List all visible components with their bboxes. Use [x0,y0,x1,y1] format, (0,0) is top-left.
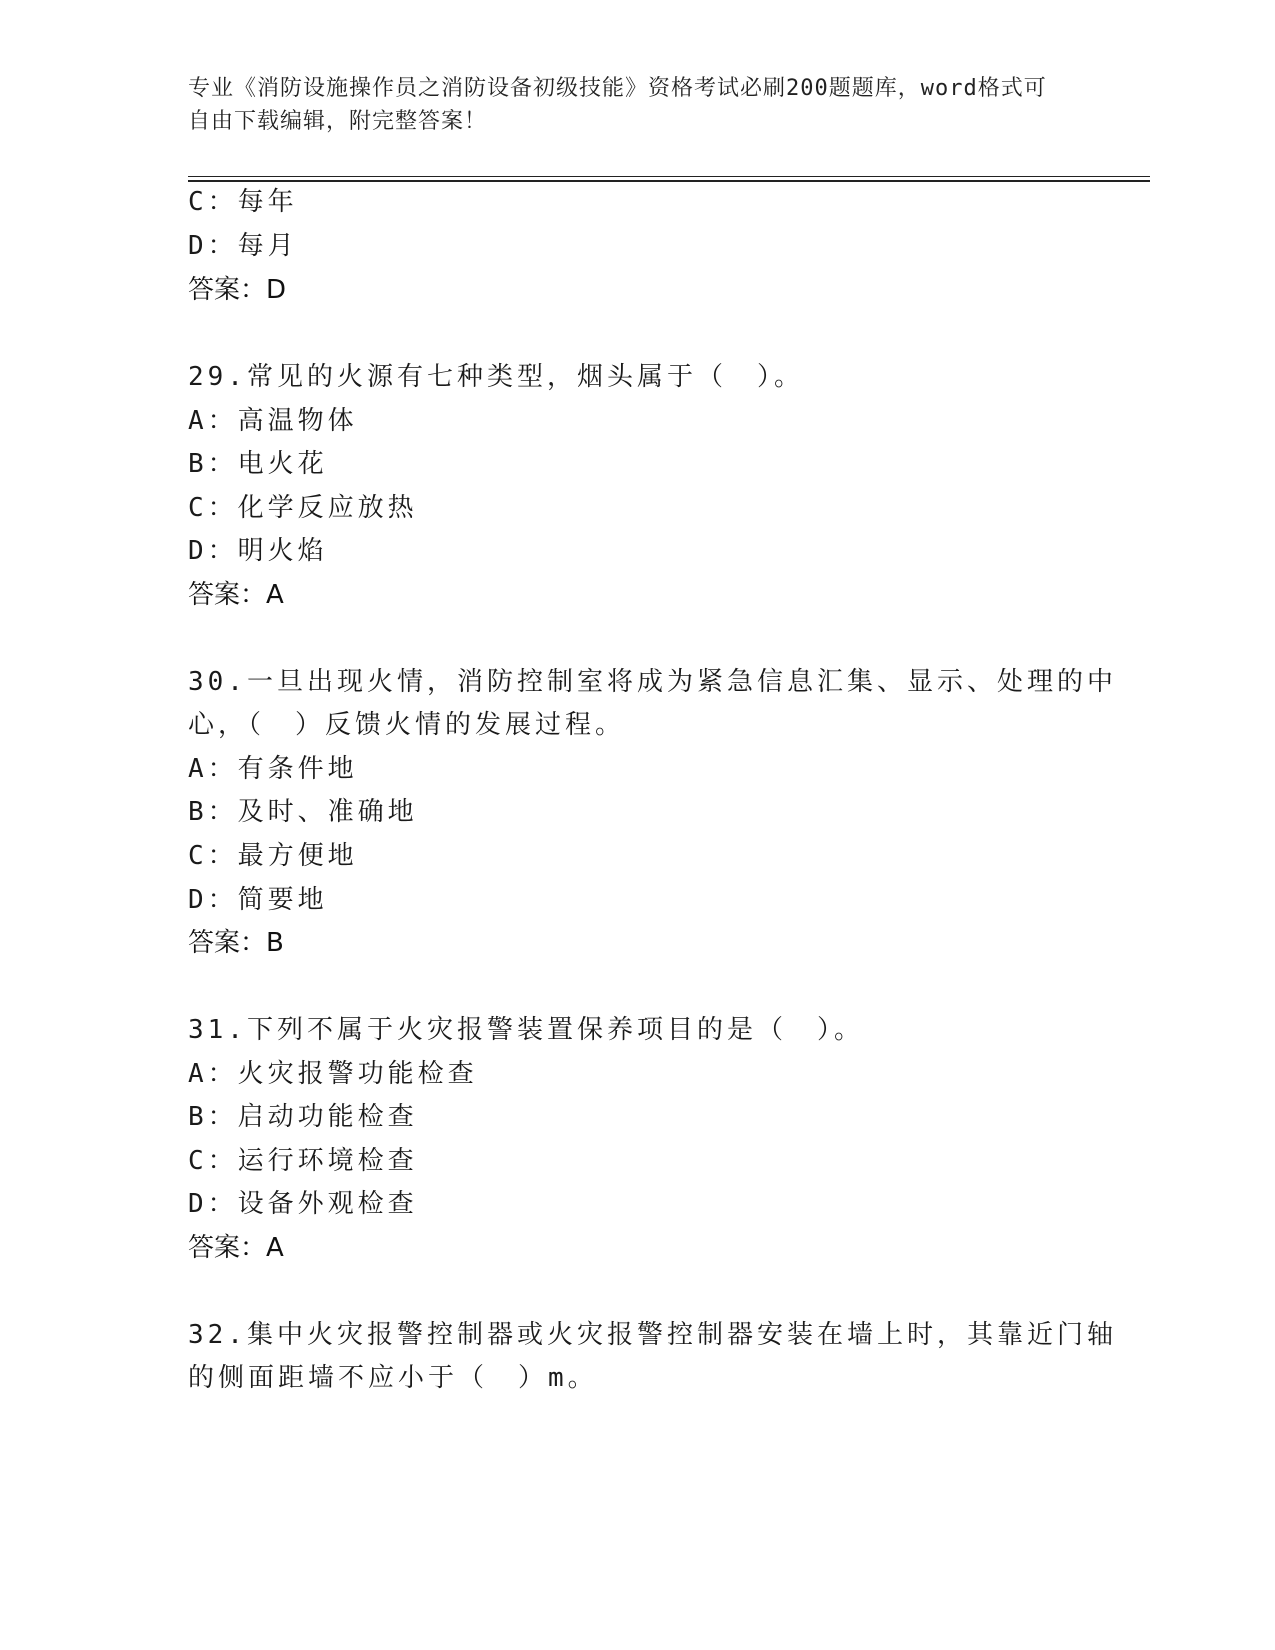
q32-question-line2: 的侧面距墙不应小于（ ）m。 [188,1363,598,1393]
q28-option-d: D：每月 [188,231,298,261]
q31-option-a: A：火灾报警功能检查 [188,1059,478,1089]
q30-option-c: C：最方便地 [188,841,358,871]
q31-question: 31.下列不属于火灾报警装置保养项目的是（ ）。 [188,1015,864,1045]
q31-option-b: B：启动功能检查 [188,1102,418,1132]
q29-option-b: B：电火花 [188,449,328,479]
q30-question-line1: 30.一旦出现火情，消防控制室将成为紧急信息汇集、显示、处理的中 [188,667,1117,697]
q28-answer: 答案：D [188,275,287,305]
q31-option-c: C：运行环境检查 [188,1146,418,1176]
q30-question-line2: 心，（ ）反馈火情的发展过程。 [188,710,626,740]
q30-answer: 答案：B [188,928,284,958]
header-rule-thick [188,180,1150,182]
q29-option-c: C：化学反应放热 [188,493,418,523]
q31-option-d: D：设备外观检查 [188,1189,418,1219]
q29-answer: 答案：A [188,580,284,610]
header-rule-thin [188,176,1150,177]
q28-option-c: C：每年 [188,187,298,217]
q29-option-a: A：高温物体 [188,406,358,436]
q29-option-d: D：明火焰 [188,536,328,566]
document-header: 专业《消防设施操作员之消防设备初级技能》资格考试必刷200题题库，word格式可自由下载编辑，附完整答案！ [188,76,1047,134]
q30-option-d: D：简要地 [188,885,328,915]
q30-option-a: A：有条件地 [188,754,358,784]
q32-question-line1: 32.集中火灾报警控制器或火灾报警控制器安装在墙上时，其靠近门轴 [188,1320,1117,1350]
q29-question: 29.常见的火源有七种类型，烟头属于（ ）。 [188,362,804,392]
q31-answer: 答案：A [188,1233,284,1263]
q30-option-b: B：及时、准确地 [188,797,418,827]
